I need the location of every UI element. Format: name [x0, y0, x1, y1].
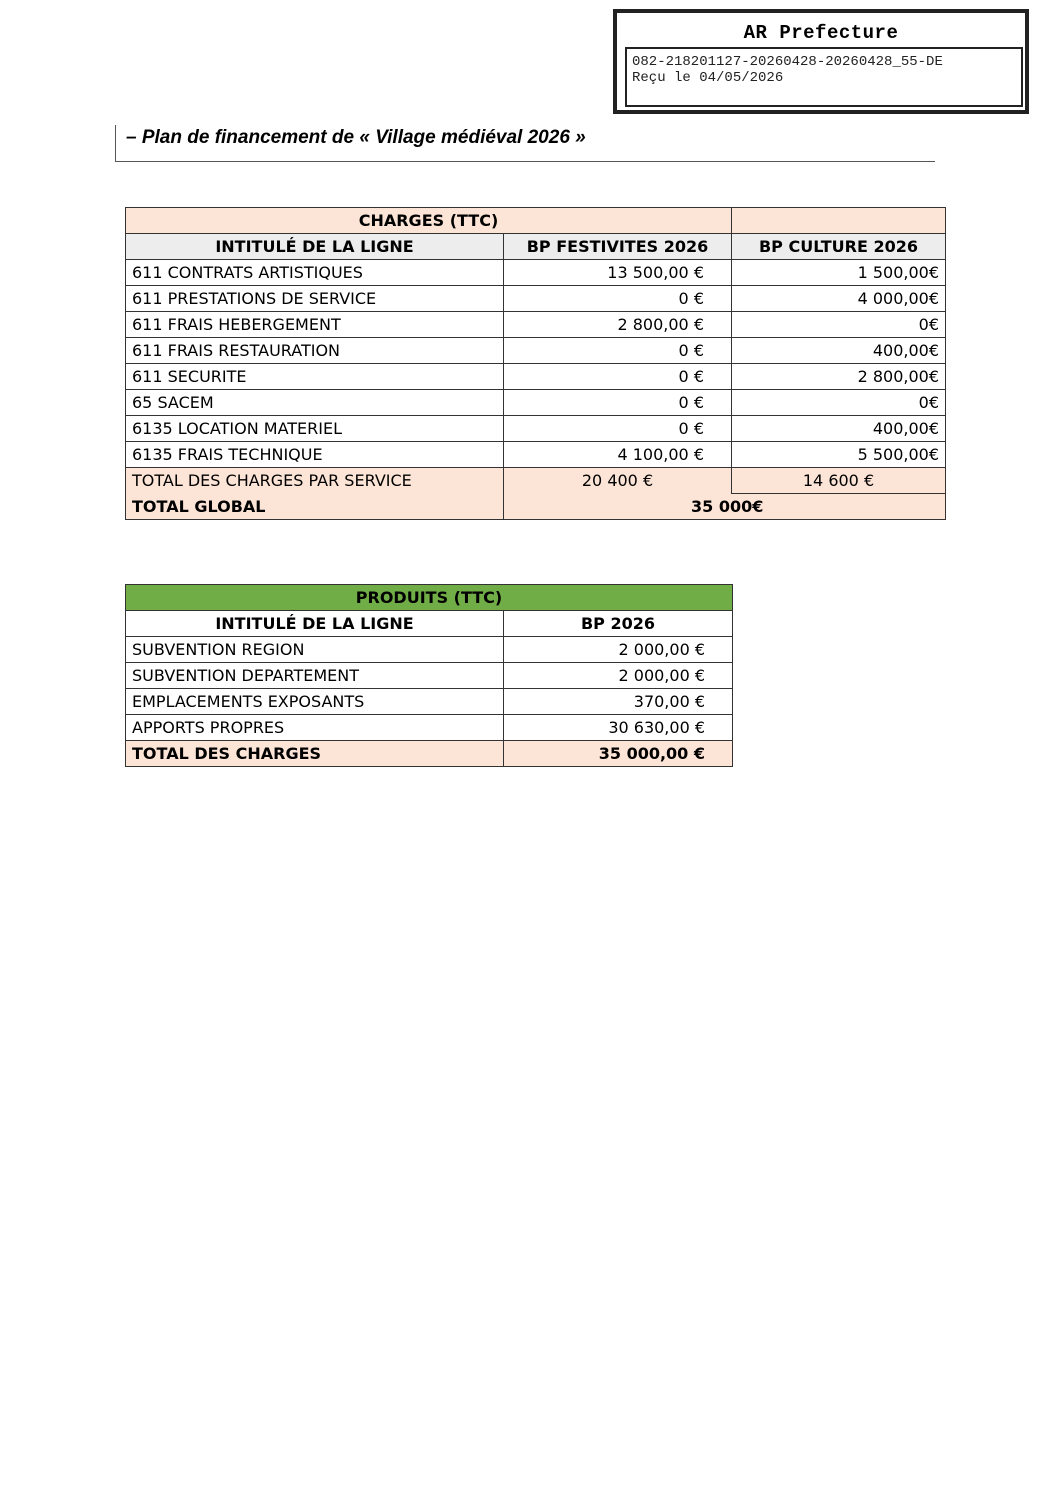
table-row: [126, 442, 946, 468]
charges-table: [125, 207, 946, 520]
table-row: [126, 312, 946, 338]
row-festivites: 0 €: [504, 338, 732, 364]
page-title: – Plan de financement de « Village médiéval 2026 »: [126, 127, 586, 148]
charges-col-label: INTITULÉ DE LA LIGNE: [126, 234, 504, 260]
table-row: [126, 390, 946, 416]
total-culture: 14 600 €: [732, 468, 946, 494]
total-global-value: 35 000€: [504, 494, 946, 520]
charges-col-festivites: BP FESTIVITES 2026: [504, 234, 732, 260]
table-row: [126, 689, 733, 715]
stamp-reference: 082-218201127-20260428-20260428_55-DE: [632, 54, 943, 70]
produits-col-label: INTITULÉ DE LA LIGNE: [126, 611, 504, 637]
row-label: EMPLACEMENTS EXPOSANTS: [126, 689, 504, 715]
row-label: 611 CONTRATS ARTISTIQUES: [126, 260, 504, 286]
row-culture: 0€: [732, 390, 946, 416]
produits-table: [125, 584, 733, 767]
row-culture: 0€: [732, 312, 946, 338]
row-label: SUBVENTION DEPARTEMENT: [126, 663, 504, 689]
row-festivites: 2 800,00 €: [504, 312, 732, 338]
table-row: [126, 338, 946, 364]
row-label: 611 SECURITE: [126, 364, 504, 390]
row-culture: 2 800,00€: [732, 364, 946, 390]
row-value: 2 000,00 €: [504, 663, 733, 689]
table-row: [126, 416, 946, 442]
row-culture: 1 500,00€: [732, 260, 946, 286]
row-label: SUBVENTION REGION: [126, 637, 504, 663]
total-festivites: 20 400 €: [504, 468, 732, 494]
row-culture: 400,00€: [732, 338, 946, 364]
row-festivites: 0 €: [504, 286, 732, 312]
total-service-label: TOTAL DES CHARGES PAR SERVICE: [126, 468, 504, 494]
table-row: [126, 286, 946, 312]
total-service-row: [126, 468, 946, 494]
row-value: 2 000,00 €: [504, 637, 733, 663]
row-label: 65 SACEM: [126, 390, 504, 416]
row-label: 611 FRAIS HEBERGEMENT: [126, 312, 504, 338]
row-value: 370,00 €: [504, 689, 733, 715]
row-label: 6135 FRAIS TECHNIQUE: [126, 442, 504, 468]
row-festivites: 0 €: [504, 364, 732, 390]
produits-total-value: 35 000,00 €: [504, 741, 733, 767]
row-festivites: 0 €: [504, 390, 732, 416]
total-global-row: [126, 494, 946, 520]
section-heading-box: [115, 125, 935, 162]
produits-total-label: TOTAL DES CHARGES: [126, 741, 504, 767]
table-row: [126, 663, 733, 689]
table-row: [126, 637, 733, 663]
prefecture-stamp: [613, 9, 1029, 114]
row-festivites: 0 €: [504, 416, 732, 442]
row-culture: 4 000,00€: [732, 286, 946, 312]
charges-title-blank: [732, 208, 946, 234]
row-festivites: 13 500,00 €: [504, 260, 732, 286]
row-culture: 400,00€: [732, 416, 946, 442]
row-culture: 5 500,00€: [732, 442, 946, 468]
produits-title: PRODUITS (TTC): [126, 585, 733, 611]
stamp-received-date: Reçu le 04/05/2026: [632, 70, 784, 86]
table-row: [126, 364, 946, 390]
row-label: APPORTS PROPRES: [126, 715, 504, 741]
row-label: 611 PRESTATIONS DE SERVICE: [126, 286, 504, 312]
charges-title: CHARGES (TTC): [126, 208, 732, 234]
stamp-details: [625, 47, 1023, 107]
produits-col-bp: BP 2026: [504, 611, 733, 637]
row-value: 30 630,00 €: [504, 715, 733, 741]
produits-total-row: [126, 741, 733, 767]
row-label: 6135 LOCATION MATERIEL: [126, 416, 504, 442]
charges-col-culture: BP CULTURE 2026: [732, 234, 946, 260]
table-row: [126, 715, 733, 741]
row-festivites: 4 100,00 €: [504, 442, 732, 468]
stamp-title: AR Prefecture: [743, 22, 899, 44]
table-row: [126, 260, 946, 286]
row-label: 611 FRAIS RESTAURATION: [126, 338, 504, 364]
total-global-label: TOTAL GLOBAL: [126, 494, 504, 520]
